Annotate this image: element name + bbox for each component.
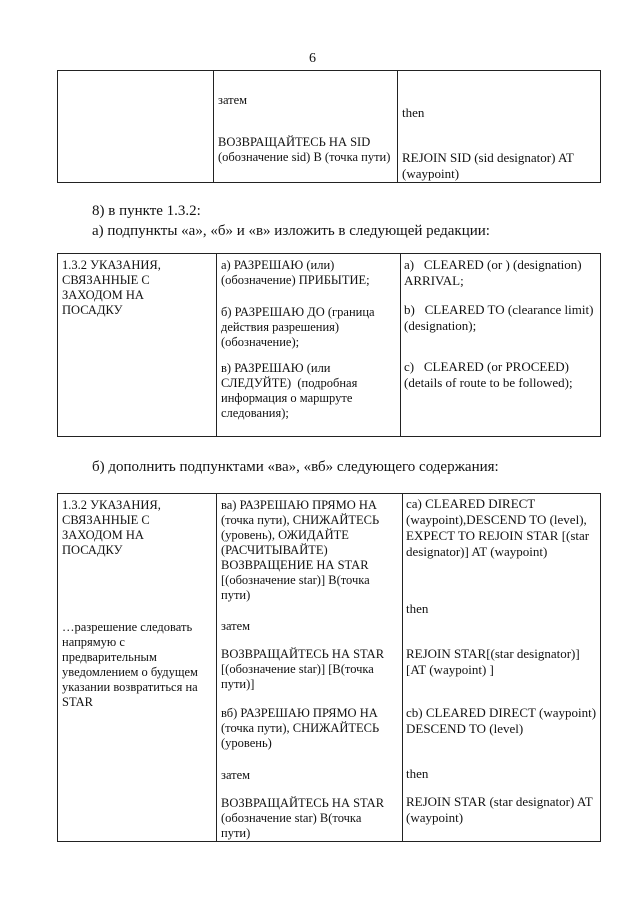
ru-item-va: ва) РАЗРЕШАЮ ПРЯМО НА (точка пути), СНИЖАЙТЕСЬ (уровень), ОЖИДАЙТЕ (РАСЧИТЫВАЙТЕ) ВОЗВРАЩЕНИЕ НА STAR [(обозначение star)] В(точка пути) (221, 498, 380, 602)
en-item-b: b) CLEARED TO (clearance limit) (designation); (404, 302, 594, 333)
column-divider (213, 71, 214, 182)
column-divider (216, 254, 217, 436)
en-then-1: then (406, 601, 429, 616)
paragraph-subitem-a: а) подпункты «а», «б» и «в» изложить в следующей редакции: (92, 223, 490, 239)
section-heading: 1.3.2 УКАЗАНИЯ, СВЯЗАННЫЕ С ЗАХОДОМ НА ПОСАДКУ (62, 258, 161, 317)
column-divider (402, 494, 403, 841)
ru-then: затем (218, 93, 248, 107)
ru-item-v: в) РАЗРЕШАЮ (или СЛЕДУЙТЕ) (подробная информация о маршруте следования); (221, 361, 358, 420)
table-continuation (57, 70, 601, 183)
en-rejoin-star-2: REJOIN STAR (star designator) AT (waypoint) (406, 794, 593, 825)
ru-item-a: а) РАЗРЕШАЮ (или) (обозначение) ПРИБЫТИЕ; (221, 258, 370, 287)
ru-then-2: затем (221, 768, 251, 782)
ru-rejoin-star-2: ВОЗВРАЩАЙТЕСЬ НА STAR (обозначение star) В(точка пути) (221, 796, 385, 840)
ru-item-b: б) РАЗРЕШАЮ ДО (граница действия разрешения) (обозначение); (221, 305, 375, 349)
section-heading: 1.3.2 УКАЗАНИЯ, СВЯЗАННЫЕ С ЗАХОДОМ НА ПОСАДКУ (62, 498, 161, 557)
column-divider (400, 254, 401, 436)
paragraph-item-8: 8) в пункте 1.3.2: (92, 203, 201, 219)
en-then: then (402, 105, 425, 120)
ru-then-1: затем (221, 619, 251, 633)
en-rejoin-sid: REJOIN SID (sid designator) AT (waypoint) (402, 150, 574, 181)
en-item-cb: cb) CLEARED DIRECT (waypoint) DESCEND TO (level) (406, 705, 597, 736)
section-note: …разрешение следовать напрямую с предварительным уведомлением о будущем указании возвратиться на STAR (62, 620, 198, 709)
en-then-2: then (406, 766, 429, 781)
ru-rejoin-sid: ВОЗВРАЩАЙТЕСЬ НА SID (обозначение sid) В (точка пути) (218, 135, 391, 164)
ru-item-vb: вб) РАЗРЕШАЮ ПРЯМО НА (точка пути), СНИЖАЙТЕСЬ (уровень) (221, 706, 380, 750)
column-divider (216, 494, 217, 841)
en-item-c: c) CLEARED (or PROCEED) (details of route to be followed); (404, 359, 573, 390)
ru-rejoin-star-1: ВОЗВРАЩАЙТЕСЬ НА STAR [(обозначение star)] [В(точка пути)] (221, 647, 385, 691)
en-item-ca: ca) CLEARED DIRECT (waypoint),DESCEND TO (level), EXPECT TO REJOIN STAR [(star designator)] AT (waypoint) (406, 496, 590, 559)
table-approach-instructions (57, 253, 601, 437)
table-direct-clearance (57, 493, 601, 842)
en-item-a: a) CLEARED (or ) (designation) ARRIVAL; (404, 257, 582, 288)
paragraph-subitem-b: б) дополнить подпунктами «ва», «вб» следующего содержания: (92, 459, 499, 475)
page-number: 6 (309, 51, 316, 66)
en-rejoin-star-1: REJOIN STAR[(star designator)] [AT (waypoint) ] (406, 646, 580, 677)
column-divider (397, 71, 398, 182)
